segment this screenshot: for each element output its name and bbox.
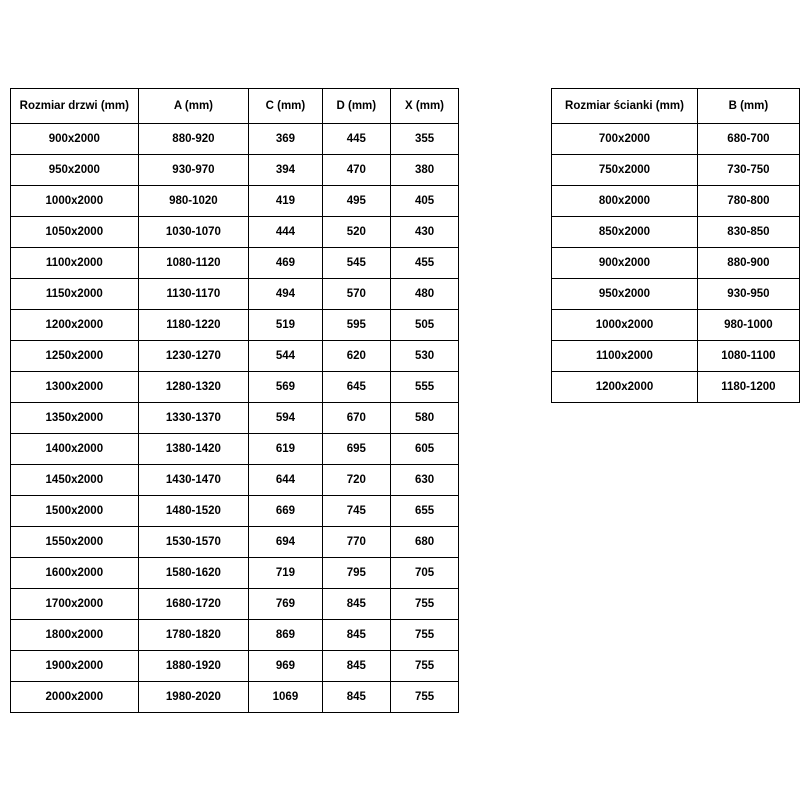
- column-header-wall-size: Rozmiar ścianki (mm): [552, 89, 698, 124]
- table-header-row: [552, 89, 800, 124]
- walls-table-container: [551, 88, 800, 403]
- cell-door-size: 1500x2000: [11, 496, 139, 527]
- cell-door-size: 1700x2000: [11, 589, 139, 620]
- cell-door-size: 2000x2000: [11, 682, 139, 713]
- table-row: [11, 589, 459, 620]
- cell-a: 930-970: [138, 155, 249, 186]
- cell-a: 880-920: [138, 124, 249, 155]
- cell-door-size: 1600x2000: [11, 558, 139, 589]
- cell-d: 695: [322, 434, 390, 465]
- table-row: [11, 155, 459, 186]
- cell-c: 369: [249, 124, 323, 155]
- cell-d: 495: [322, 186, 390, 217]
- cell-x: 755: [390, 589, 458, 620]
- cell-d: 770: [322, 527, 390, 558]
- cell-x: 555: [390, 372, 458, 403]
- cell-wall-size: 1200x2000: [552, 372, 698, 403]
- cell-d: 795: [322, 558, 390, 589]
- cell-c: 644: [249, 465, 323, 496]
- table-row: [11, 558, 459, 589]
- cell-c: 694: [249, 527, 323, 558]
- walls-dimensions-table: [551, 88, 800, 403]
- cell-a: 1280-1320: [138, 372, 249, 403]
- cell-x: 605: [390, 434, 458, 465]
- cell-door-size: 1100x2000: [11, 248, 139, 279]
- cell-x: 430: [390, 217, 458, 248]
- cell-wall-size: 800x2000: [552, 186, 698, 217]
- cell-a: 1480-1520: [138, 496, 249, 527]
- cell-x: 530: [390, 341, 458, 372]
- cell-c: 394: [249, 155, 323, 186]
- column-header-door-size: Rozmiar drzwi (mm): [11, 89, 139, 124]
- cell-d: 670: [322, 403, 390, 434]
- cell-a: 1530-1570: [138, 527, 249, 558]
- cell-d: 845: [322, 620, 390, 651]
- cell-door-size: 1250x2000: [11, 341, 139, 372]
- cell-b: 830-850: [697, 217, 799, 248]
- walls-table-header: [552, 89, 800, 124]
- cell-a: 980-1020: [138, 186, 249, 217]
- cell-a: 1780-1820: [138, 620, 249, 651]
- cell-a: 1380-1420: [138, 434, 249, 465]
- cell-wall-size: 1000x2000: [552, 310, 698, 341]
- table-row: [552, 124, 800, 155]
- column-header-b: B (mm): [697, 89, 799, 124]
- cell-door-size: 1300x2000: [11, 372, 139, 403]
- cell-a: 1230-1270: [138, 341, 249, 372]
- cell-b: 780-800: [697, 186, 799, 217]
- table-row: [11, 527, 459, 558]
- cell-a: 1880-1920: [138, 651, 249, 682]
- cell-door-size: 1050x2000: [11, 217, 139, 248]
- cell-b: 1180-1200: [697, 372, 799, 403]
- table-row: [552, 248, 800, 279]
- cell-a: 1680-1720: [138, 589, 249, 620]
- cell-c: 769: [249, 589, 323, 620]
- cell-d: 620: [322, 341, 390, 372]
- table-row: [11, 248, 459, 279]
- cell-x: 655: [390, 496, 458, 527]
- cell-b: 730-750: [697, 155, 799, 186]
- cell-c: 419: [249, 186, 323, 217]
- cell-door-size: 1900x2000: [11, 651, 139, 682]
- cell-d: 520: [322, 217, 390, 248]
- table-row: [11, 310, 459, 341]
- cell-c: 869: [249, 620, 323, 651]
- table-row: [11, 403, 459, 434]
- cell-b: 930-950: [697, 279, 799, 310]
- column-header-x: X (mm): [390, 89, 458, 124]
- cell-x: 755: [390, 651, 458, 682]
- cell-c: 669: [249, 496, 323, 527]
- cell-c: 519: [249, 310, 323, 341]
- cell-b: 680-700: [697, 124, 799, 155]
- cell-wall-size: 1100x2000: [552, 341, 698, 372]
- cell-door-size: 1200x2000: [11, 310, 139, 341]
- table-row: [11, 186, 459, 217]
- cell-d: 745: [322, 496, 390, 527]
- cell-d: 845: [322, 589, 390, 620]
- cell-door-size: 900x2000: [11, 124, 139, 155]
- cell-c: 1069: [249, 682, 323, 713]
- table-row: [552, 372, 800, 403]
- cell-door-size: 1450x2000: [11, 465, 139, 496]
- cell-a: 1330-1370: [138, 403, 249, 434]
- table-row: [552, 155, 800, 186]
- cell-wall-size: 900x2000: [552, 248, 698, 279]
- table-row: [552, 279, 800, 310]
- table-row: [11, 651, 459, 682]
- cell-x: 405: [390, 186, 458, 217]
- doors-table-header: [11, 89, 459, 124]
- cell-c: 544: [249, 341, 323, 372]
- doors-dimensions-table: [10, 88, 459, 713]
- cell-door-size: 1400x2000: [11, 434, 139, 465]
- cell-d: 595: [322, 310, 390, 341]
- cell-a: 1980-2020: [138, 682, 249, 713]
- cell-wall-size: 750x2000: [552, 155, 698, 186]
- cell-a: 1030-1070: [138, 217, 249, 248]
- cell-b: 980-1000: [697, 310, 799, 341]
- table-row: [11, 496, 459, 527]
- column-header-c: C (mm): [249, 89, 323, 124]
- cell-x: 505: [390, 310, 458, 341]
- column-header-d: D (mm): [322, 89, 390, 124]
- table-row: [11, 465, 459, 496]
- cell-c: 619: [249, 434, 323, 465]
- cell-b: 1080-1100: [697, 341, 799, 372]
- doors-table-container: [10, 88, 459, 713]
- cell-d: 845: [322, 682, 390, 713]
- cell-d: 570: [322, 279, 390, 310]
- cell-c: 569: [249, 372, 323, 403]
- table-row: [11, 124, 459, 155]
- cell-x: 630: [390, 465, 458, 496]
- cell-d: 470: [322, 155, 390, 186]
- cell-x: 355: [390, 124, 458, 155]
- column-header-a: A (mm): [138, 89, 249, 124]
- cell-c: 969: [249, 651, 323, 682]
- cell-x: 580: [390, 403, 458, 434]
- cell-d: 445: [322, 124, 390, 155]
- doors-table-body: [11, 124, 459, 713]
- cell-x: 380: [390, 155, 458, 186]
- cell-x: 755: [390, 682, 458, 713]
- walls-table-body: [552, 124, 800, 403]
- cell-wall-size: 950x2000: [552, 279, 698, 310]
- cell-door-size: 1550x2000: [11, 527, 139, 558]
- table-row: [11, 341, 459, 372]
- cell-x: 705: [390, 558, 458, 589]
- table-header-row: [11, 89, 459, 124]
- table-row: [11, 279, 459, 310]
- cell-x: 755: [390, 620, 458, 651]
- cell-d: 545: [322, 248, 390, 279]
- cell-d: 845: [322, 651, 390, 682]
- cell-d: 720: [322, 465, 390, 496]
- table-row: [11, 372, 459, 403]
- cell-b: 880-900: [697, 248, 799, 279]
- table-row: [552, 217, 800, 248]
- cell-c: 594: [249, 403, 323, 434]
- cell-a: 1080-1120: [138, 248, 249, 279]
- cell-x: 455: [390, 248, 458, 279]
- cell-door-size: 1000x2000: [11, 186, 139, 217]
- cell-a: 1130-1170: [138, 279, 249, 310]
- table-row: [11, 682, 459, 713]
- table-row: [11, 217, 459, 248]
- cell-d: 645: [322, 372, 390, 403]
- table-row: [11, 434, 459, 465]
- table-row: [552, 186, 800, 217]
- cell-door-size: 1150x2000: [11, 279, 139, 310]
- table-row: [552, 310, 800, 341]
- cell-a: 1430-1470: [138, 465, 249, 496]
- cell-door-size: 1350x2000: [11, 403, 139, 434]
- table-row: [11, 620, 459, 651]
- cell-a: 1180-1220: [138, 310, 249, 341]
- cell-door-size: 1800x2000: [11, 620, 139, 651]
- cell-wall-size: 700x2000: [552, 124, 698, 155]
- cell-c: 719: [249, 558, 323, 589]
- cell-x: 480: [390, 279, 458, 310]
- cell-door-size: 950x2000: [11, 155, 139, 186]
- cell-c: 494: [249, 279, 323, 310]
- cell-c: 444: [249, 217, 323, 248]
- cell-c: 469: [249, 248, 323, 279]
- table-row: [552, 341, 800, 372]
- cell-x: 680: [390, 527, 458, 558]
- cell-a: 1580-1620: [138, 558, 249, 589]
- cell-wall-size: 850x2000: [552, 217, 698, 248]
